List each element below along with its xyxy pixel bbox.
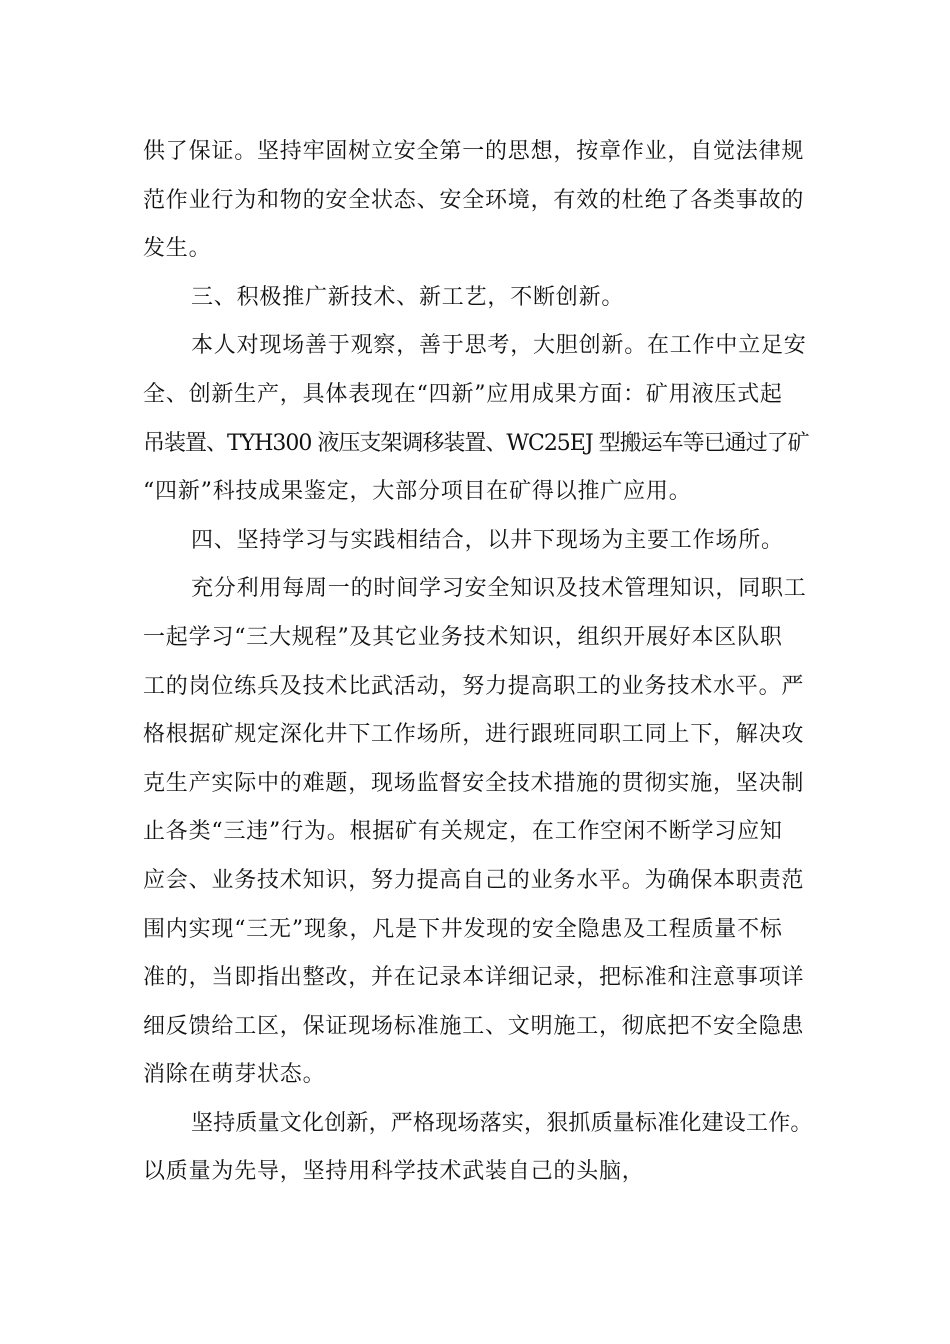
text-line: 细反馈给工区，保证现场标准施工、文明施工，彻底把不安全隐患	[143, 1013, 805, 1039]
text-line: 克生产实际中的难题，现场监督安全技术措施的贯彻实施，坚决制	[143, 770, 805, 796]
text-line: 充分利用每周一的时间学习安全知识及技术管理知识，同职工	[191, 576, 807, 602]
text-line: 一起学习“三大规程”及其它业务技术知识，组织开展好本区队职	[143, 624, 783, 650]
text-line: 供了保证。坚持牢固树立安全第一的思想，按章作业，自觉法律规	[143, 139, 805, 164]
text-line: 本人对现场善于观察，善于思考，大胆创新。在工作中立足安	[191, 333, 807, 359]
text-line: 准的，当即指出整改，并在记录本详细记录，把标准和注意事项详	[143, 965, 805, 991]
text-line: 止各类“三违”行为。根据矿有关规定，在工作空闲不断学习应知	[143, 819, 783, 845]
text-line: 以质量为先导，坚持用科学技术武装自己的头脑，	[143, 1159, 645, 1185]
document-body	[143, 128, 813, 1197]
text-line: 发生。	[143, 236, 212, 262]
section-heading: 四、坚持学习与实践相结合，以井下现场为主要工作场所。	[191, 527, 784, 553]
text-line: 吊装置、TYH300 液压支架调移装置、WC25EJ 型搬运车等已通过了矿	[143, 430, 809, 456]
text-line: 应会、业务技术知识，努力提高自己的业务水平。为确保本职责范	[143, 867, 805, 893]
text-line: 工的岗位练兵及技术比武活动，努力提高职工的业务技术水平。严	[143, 673, 805, 699]
section-heading: 三、积极推广新技术、新工艺，不断创新。	[191, 284, 625, 310]
text-line: 围内实现“三无”现象，凡是下井发现的安全隐患及工程质量不标	[143, 916, 783, 942]
text-line: 全、创新生产，具体表现在“四新”应用成果方面：矿用液压式起	[143, 381, 783, 407]
text-line: 范作业行为和物的安全状态、安全环境，有效的杜绝了各类事故的	[143, 187, 805, 213]
text-line: “四新”科技成果鉴定，大部分项目在矿得以推广应用。	[143, 479, 692, 505]
text-line: 格根据矿规定深化井下工作场所，进行跟班同职工同上下，解决攻	[143, 722, 805, 748]
text-line: 坚持质量文化创新，严格现场落实，狠抓质量标准化建设工作。	[191, 1110, 813, 1136]
text-line: 消除在萌芽状态。	[143, 1062, 326, 1088]
